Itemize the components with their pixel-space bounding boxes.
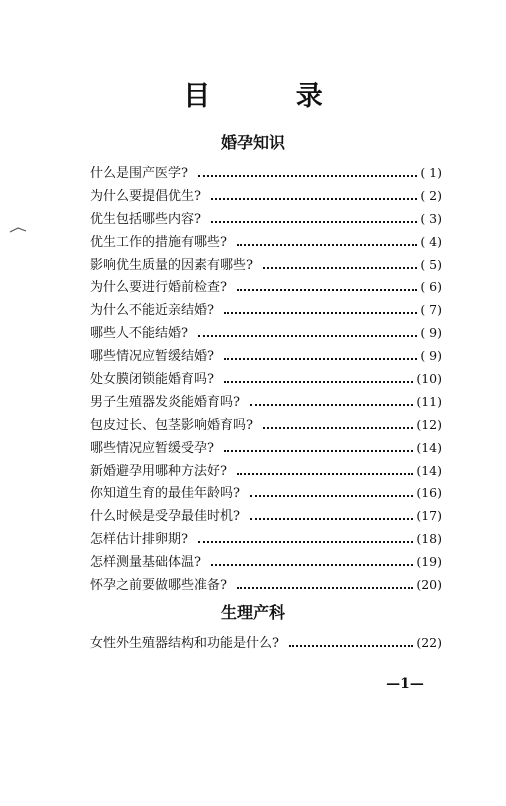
toc-entry-page: (14) bbox=[416, 462, 442, 478]
dot-leader bbox=[211, 220, 417, 223]
dot-leader bbox=[211, 563, 413, 566]
toc-entry-page: ( 1) bbox=[420, 165, 442, 180]
toc-entry-page: ( 5) bbox=[420, 256, 442, 272]
toc-entry-page: ( 4) bbox=[420, 233, 442, 249]
toc-entry-title: 怎样估计排卵期? bbox=[90, 532, 188, 548]
toc-entry-title: 优生工作的措施有哪些? bbox=[90, 234, 227, 250]
dot-leader bbox=[198, 334, 417, 337]
toc-entry bbox=[90, 482, 442, 505]
toc-entry-page: ( 3) bbox=[420, 210, 442, 226]
toc-entry bbox=[90, 254, 442, 277]
toc-entry bbox=[90, 414, 442, 437]
toc-entry bbox=[90, 528, 442, 551]
toc-entry-title: 包皮过长、包茎影响婚育吗? bbox=[90, 417, 253, 433]
dot-leader bbox=[250, 494, 413, 497]
toc-entry-title: 新婚避孕用哪种方法好? bbox=[90, 463, 227, 479]
toc-entry-page: (22) bbox=[416, 635, 442, 650]
toc-entry-title: 哪些人不能结婚? bbox=[90, 326, 188, 342]
dot-leader bbox=[237, 288, 417, 291]
toc-entry bbox=[90, 437, 442, 460]
toc-entry-page: (14) bbox=[416, 439, 442, 455]
toc-entry-title: 男子生殖器发炎能婚育吗? bbox=[90, 394, 240, 410]
toc-entry-page: ( 9) bbox=[420, 325, 442, 341]
toc-entry bbox=[90, 391, 442, 414]
dot-leader bbox=[263, 426, 413, 429]
toc-entry bbox=[90, 505, 442, 528]
toc-entry-title: 优生包括哪些内容? bbox=[90, 211, 201, 227]
page-title: 目 录 bbox=[183, 81, 361, 112]
toc-entry-page: (11) bbox=[416, 393, 442, 409]
toc-entry-title: 怎样测量基础体温? bbox=[90, 555, 201, 571]
toc-entry bbox=[90, 322, 442, 345]
dot-leader bbox=[198, 540, 413, 543]
toc-entry-page: ( 6) bbox=[420, 279, 442, 295]
toc-entry bbox=[90, 368, 442, 391]
toc-entry-page: (19) bbox=[416, 554, 442, 570]
toc-entry-page: ( 7) bbox=[420, 302, 442, 318]
toc-entry bbox=[90, 345, 442, 368]
toc-entry-title: 怀孕之前要做哪些准备? bbox=[90, 578, 227, 594]
dot-leader bbox=[224, 311, 417, 314]
dot-leader bbox=[198, 174, 417, 177]
toc-entry-title: 哪些情况应暂缓受孕? bbox=[90, 440, 214, 456]
toc-entry-page: (16) bbox=[416, 485, 442, 501]
dot-leader bbox=[289, 644, 413, 647]
toc-entry bbox=[90, 185, 442, 208]
dot-leader bbox=[211, 197, 417, 200]
toc-entry-title: 处女膜闭锁能婚育吗? bbox=[90, 372, 214, 388]
section-heading-obstetrics: 生理产科 bbox=[220, 603, 285, 622]
page-number: —1— bbox=[386, 676, 424, 692]
toc-entry bbox=[90, 551, 442, 574]
toc-list-obstetrics bbox=[90, 632, 442, 655]
toc-entry-page: ( 2) bbox=[420, 187, 442, 203]
toc-entry-title: 影响优生质量的因素有哪些? bbox=[90, 257, 253, 273]
toc-entry bbox=[90, 574, 442, 597]
dot-leader bbox=[224, 449, 413, 452]
toc-entry-title: 你知道生育的最佳年龄吗? bbox=[90, 486, 240, 502]
toc-entry-title: 为什么要进行婚前检查? bbox=[90, 280, 227, 296]
dot-leader bbox=[250, 403, 413, 406]
dot-leader bbox=[224, 357, 417, 360]
toc-entry bbox=[90, 632, 442, 655]
toc-entry-title: 什么时候是受孕最佳时机? bbox=[90, 509, 240, 525]
toc-entry bbox=[90, 299, 442, 322]
toc-list-marriage bbox=[90, 162, 442, 597]
toc-entry bbox=[90, 162, 442, 185]
dot-leader bbox=[237, 243, 417, 246]
toc-entry bbox=[90, 231, 442, 254]
toc-entry-page: ( 9) bbox=[420, 348, 442, 364]
toc-entry-title: 为什么不能近亲结婚? bbox=[90, 303, 214, 319]
dot-leader bbox=[250, 517, 413, 520]
dot-leader bbox=[237, 586, 413, 589]
toc-entry-title: 什么是围产医学? bbox=[90, 166, 188, 181]
scan-mark bbox=[8, 222, 30, 236]
toc-entry-title: 哪些情况应暂缓结婚? bbox=[90, 349, 214, 365]
toc-entry-page: (17) bbox=[416, 508, 442, 524]
toc-entry-title: 女性外生殖器结构和功能是什么? bbox=[90, 636, 279, 651]
dot-leader bbox=[224, 380, 413, 383]
dot-leader bbox=[263, 266, 417, 269]
section-heading-marriage: 婚孕知识 bbox=[220, 133, 285, 152]
dot-leader bbox=[237, 472, 413, 475]
toc-entry-page: (10) bbox=[416, 371, 442, 387]
toc-entry-page: (18) bbox=[416, 531, 442, 547]
toc-entry-title: 为什么要提倡优生? bbox=[90, 188, 201, 204]
toc-entry-page: (20) bbox=[416, 577, 442, 593]
toc-entry bbox=[90, 460, 442, 483]
toc-entry bbox=[90, 276, 442, 299]
toc-entry bbox=[90, 208, 442, 231]
toc-entry-page: (12) bbox=[416, 416, 442, 432]
